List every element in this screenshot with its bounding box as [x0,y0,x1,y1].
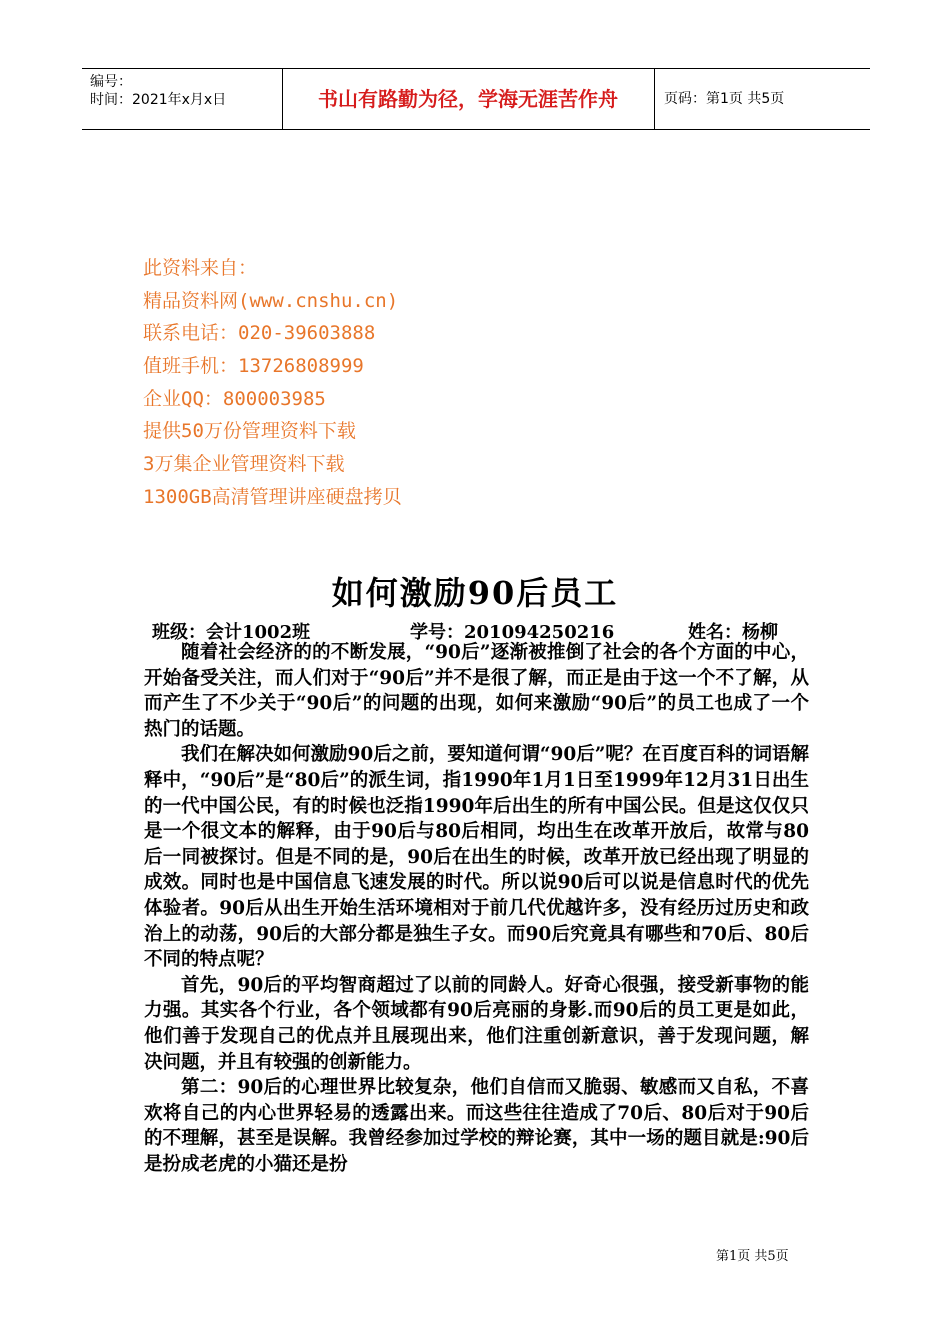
body-paragraph: 随着社会经济的的不断发展，“90后”逐渐被推倒了社会的各个方面的中心，开始备受关注，而人们对于“90后”并不是很了解，而正是由于这一个不了解，从而产生了不少关于“90后”的问题的出现，如何来激励“90后”的员工也成了一个热门的话题。 [144,642,809,740]
info-line: 精品资料网(www.cnshu.cn) [143,289,399,312]
info-line: 3万集企业管理资料下载 [143,453,345,476]
header-motto: 书山有路勤为径，学海无涯苦作舟 [318,87,618,111]
info-line: 联系电话：020-39603888 [143,322,376,345]
document-time-label: 时间：2021年x月x日 [90,92,227,108]
info-line: 1300GB高清管理讲座硬盘拷贝 [143,485,402,508]
body-paragraph: 我们在解决如何激励90后之前，要知道何谓“90后”呢？在百度百科的词语解释中，“90后”是“80后”的派生词，指1990年1月1日至1999年12月31日出生的一代中国公民，有的时候也泛指1990年后出生的所有中国公民。但是这仅仅只是一个很文本的解释，由于90后与80后相同，均出生在改革开放后，故常与80后一同被探讨。但是不同的是，90后在出生的时候，改革开放已经出现了明显的成效。同时也是中国信息飞速发展的时代。所以说90后可以说是信息时代的优先体验者。90后从出生开始生活环境相对于前几代优越许多，没有经历过历史和政治上的动荡，90后的大部分都是独生子女。而90后究竟具有哪些和70后、80后不同的特点呢？ [144,744,809,971]
document-title: 如何激励90后员工 [331,574,619,612]
body-paragraph: 第二：90后的心理世界比较复杂，他们自信而又脆弱、敏感而又自私，不喜欢将自己的内心世界轻易的透露出来。而这些往往造成了70后、80后对于90后的不理解，甚至是误解。我曾经参加过学校的辩论赛，其中一场的题目就是:90后是扮成老虎的小猫还是扮 [144,1077,809,1175]
info-line: 值班手机：13726808999 [143,355,364,378]
document-number-label: 编号： [90,74,132,90]
student-name-label: 姓名：杨柳 [688,622,778,643]
info-line: 此资料来自： [143,257,258,279]
header-page-number: 页码：第1页 共5页 [664,91,785,107]
page-header [82,68,870,130]
body-paragraph: 首先，90后的平均智商超过了以前的同龄人。好奇心很强，接受新事物的能力强。其实各个行业，各个领域都有90后亮丽的身影.而90后的员工更是如此，他们善于发现自己的优点并且展现出来，他们注重创新意识，善于发现问题，解决问题，并且有较强的创新能力。 [144,974,809,1073]
student-id-label: 学号：201094250216 [410,622,615,643]
header-meta-cell [82,69,282,129]
info-line: 企业QQ：800003985 [143,387,326,410]
source-info-block [143,252,402,514]
class-label: 班级：会计1002班 [152,622,311,643]
document-body [144,640,809,1177]
header-divider [654,69,655,129]
footer-page-number: 第1页 共5页 [716,1249,789,1264]
info-line: 提供50万份管理资料下载 [143,420,356,443]
